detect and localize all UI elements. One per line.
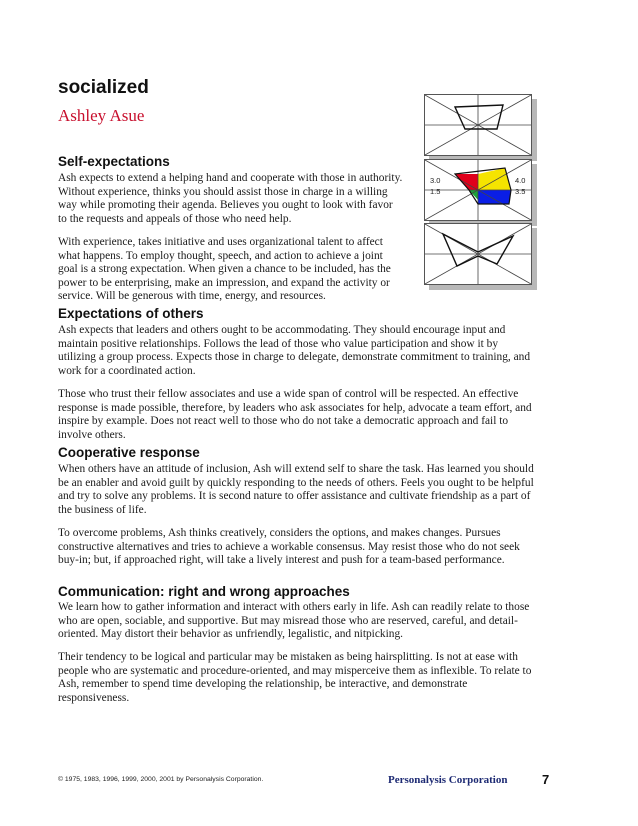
paragraph: Their tendency to be logical and particular may be mistaken as being hairsplitting. Is not at ease with people who are systematic and procedure-oriented, and may misperceive them as inflexible. To relate to Ash, remember to spend time developing the relationship, be interactive, and demonstrate responsiveness. xyxy=(58,651,532,704)
paragraph: Ash expects to extend a helping hand and cooperate with those in authority. Without experience, thinks you should assist those in charge in a willing way while promoting their agenda. Believes you ought to look with favor to the requests and appeals of those who need help. xyxy=(58,172,403,225)
page-number: 7 xyxy=(542,772,550,787)
footer-company: Personalysis Corporation xyxy=(388,774,508,786)
section-heading-self-expectations: Self-expectations xyxy=(58,154,170,169)
paragraph: Those who trust their fellow associates and use a wide span of control will be respected. An effective response is made possible, therefore, by leaders who ask associates for help, advocate a team effort, and inspire by example. Does not react well to those who do not take a democratic approach and fail to involve others. xyxy=(58,388,532,441)
paragraph: When others have an attitude of inclusion, Ash will extend self to share the task. Has learned you should be an enabler and avoid guilt by quickly responding to the needs of others. Feels you ought to be helpful and try to solve any problems. It is second nature to offer assistance and cultivate friendship as a part of the business of life. xyxy=(58,463,534,516)
person-name: Ashley Asue xyxy=(58,106,145,125)
paragraph: To overcome problems, Ash thinks creatively, considers the options, and makes changes. Pursues constructive alternatives and tries to achieve a workable consensus. May resist those who do not seek buy-in; but, if approached right, will take a lively interest and push for a team-based performance. xyxy=(58,527,520,567)
graph-value-top-right: 4.0 xyxy=(515,176,526,185)
paragraph: With experience, takes initiative and uses organizational talent to affect what happens. To employ thought, speech, and action to achieve a joint goal is a strong expectation. When given a chance to be included, has the power to be enterprising, make an impression, and expand the activity or service. Will be generous with time, energy, and resources. xyxy=(58,236,391,303)
profile-graph-top xyxy=(424,94,532,156)
profile-graph-bottom xyxy=(424,223,532,285)
graph-bottom-lines xyxy=(425,224,531,284)
graph-value-top-left: 3.0 xyxy=(430,176,441,185)
section-heading-communication: Communication: right and wrong approaches xyxy=(58,584,350,599)
paragraph: Ash expects that leaders and others ought to be accommodating. They should encourage input and maintain positive relationships. Follows the lead of those who value participation and show it by utilizing a group process. Expects those in charge to delegate, demonstrate commitment to training, and work for a coordinated action. xyxy=(58,324,531,377)
section-heading-expectations-of-others: Expectations of others xyxy=(58,306,204,321)
graph-top-lines xyxy=(425,95,531,155)
page-title: socialized xyxy=(58,77,149,98)
section-heading-cooperative-response: Cooperative response xyxy=(58,445,200,460)
graph-value-bottom-left: 1.5 xyxy=(430,187,441,196)
profile-graphs xyxy=(420,92,538,292)
footer-copyright: © 1975, 1983, 1996, 1999, 2000, 2001 by Personalysis Corporation. xyxy=(58,776,264,783)
blue-quadrant xyxy=(478,190,511,204)
paragraph: We learn how to gather information and interact with others early in life. Ash can readily relate to those who are open, sociable, and supportive. But may misread those who are reserved, careful, and detail-oriented. May distort their behavior as unfriendly, legalistic, and nitpicking. xyxy=(58,601,530,641)
graph-value-bottom-right: 3.5 xyxy=(515,187,526,196)
profile-graph-middle xyxy=(424,159,532,221)
